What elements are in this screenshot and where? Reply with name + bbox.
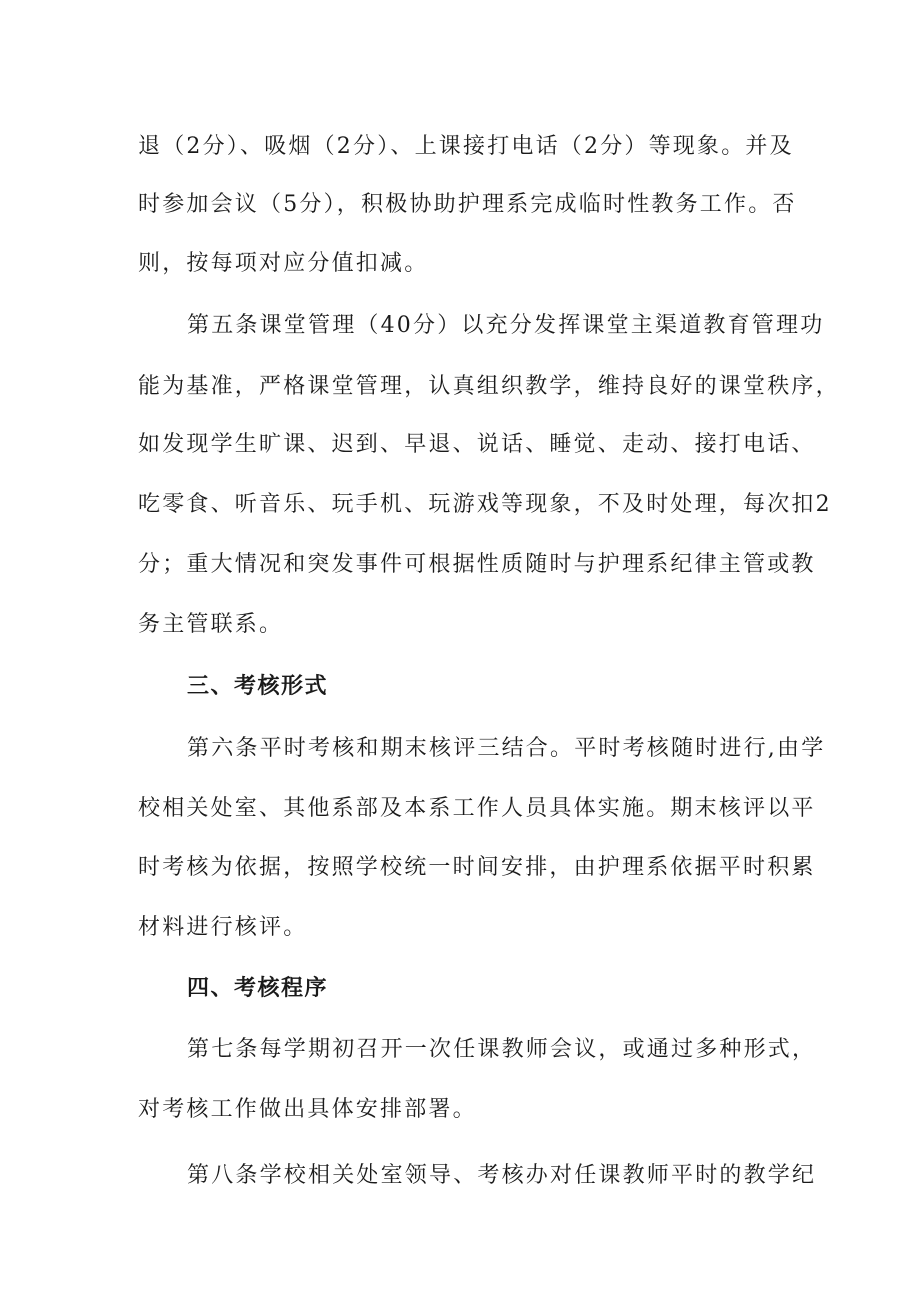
section-heading-4: 四、考核程序: [187, 976, 329, 1001]
text-line: 吃零食、听音乐、玩手机、玩游戏等现象，不及时处理，每次扣2: [138, 492, 832, 517]
text-line: 能为基准，严格课堂管理，认真组织教学，维持良好的课堂秩序，: [138, 374, 840, 399]
text-line: 分；重大情况和突发事件可根据性质随时与护理系纪律主管或教: [138, 552, 816, 577]
text-line: 对考核工作做出具体安排部署。: [138, 1097, 477, 1122]
text-line: 如发现学生旷课、迟到、早退、说话、睡觉、走动、接打电话、: [138, 432, 816, 457]
paragraph-article-6: 第六条平时考核和期末核评三结合。平时考核随时进行,由学: [187, 736, 826, 761]
text-line: 时参加会议（5分），积极协助护理系完成临时性教务工作。否: [138, 192, 797, 217]
text-line: 材料进行核评。: [138, 915, 308, 940]
text-line: 校相关处室、其他系部及本系工作人员具体实施。期末核评以平: [138, 796, 816, 821]
text-line: 退（2分）、吸烟（2分）、上课接打电话（2分）等现象。并及: [138, 134, 794, 159]
paragraph-article-7: 第七条每学期初召开一次任课教师会议，或通过多种形式，: [187, 1037, 817, 1062]
text-line: 时考核为依据，按照学校统一时间安排，由护理系依据平时积累: [138, 855, 816, 880]
paragraph-article-5: 第五条课堂管理（40分）以充分发挥课堂主渠道教育管理功: [187, 313, 825, 338]
paragraph-article-8: 第八条学校相关处室领导、考核办对任课教师平时的教学纪: [187, 1163, 817, 1188]
text-line: 则，按每项对应分值扣减。: [138, 251, 429, 276]
section-heading-3: 三、考核形式: [187, 674, 329, 699]
text-line: 务主管联系。: [138, 612, 284, 637]
